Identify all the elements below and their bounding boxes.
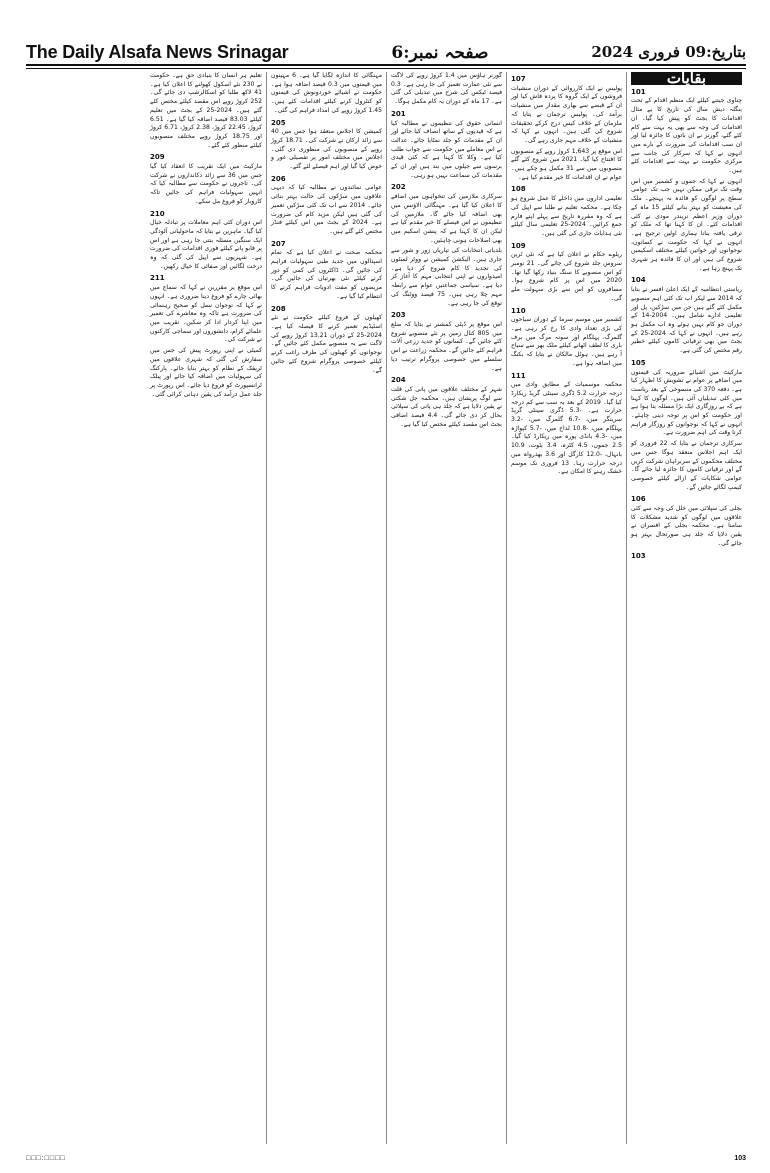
column-3 xyxy=(386,72,506,1144)
article-paragraph: کھیلوں کے فروغ کیلئے حکومت نے نئے اسٹیڈیم تعمیر کرنے کا فیصلہ کیا ہے۔ 2024-25 کے دوران 13.21 کروڑ روپے کی لاگت سے یہ منصوبے مکمل کئے جائیں گے۔ نوجوانوں کو کھیلوں کی طرف راغب کرنے کیلئے خصوصی پروگرام شروع کئے جائیں گے۔ xyxy=(271,314,382,374)
article-number: 207 xyxy=(271,239,286,248)
newspaper-masthead: The Daily Alsafa News Srinagar xyxy=(26,41,289,62)
column-2 xyxy=(506,72,626,1144)
article-number: 111 xyxy=(511,371,526,380)
footer-code: □□□:□□□□ xyxy=(26,1154,66,1162)
column-1-body xyxy=(631,88,742,561)
article-number: 204 xyxy=(391,376,406,385)
article-number: 103 xyxy=(631,551,646,560)
article-paragraph: سرکاری ملازمین کی تنخواہوں میں اضافے کا اعلان کیا گیا ہے۔ مہنگائی الاؤنس میں بھی اضافہ کیا جائے گا۔ ملازمین کی تنظیموں نے اس فیصلے کا خیر مقدم کیا ہے لیکن ان کا کہنا ہے کہ پنشن اسکیم میں بھی اصلاحات ہونی چاہئیں۔ xyxy=(391,193,502,244)
article-number: 205 xyxy=(271,118,286,127)
article-number: 202 xyxy=(391,183,406,192)
article-paragraph: سرکاری ترجمان نے بتایا کہ 22 فروری کو ایک اہم اجلاس منعقد ہوگا جس میں مختلف محکموں کے سربراہان شرکت کریں گے اور ترقیاتی کاموں کا جائزہ لیا جائے گا۔ عوامی شکایات کے ازالے کیلئے خصوصی کیمپ لگائے جائیں گے۔ xyxy=(631,440,742,491)
page-footer xyxy=(26,1150,746,1166)
column-1 xyxy=(626,72,746,1144)
article-number: 106 xyxy=(631,495,646,504)
article-columns xyxy=(26,72,746,1144)
article-paragraph: مہنگائی کا اندازہ لگایا گیا ہے۔ 6 مہینوں میں قیمتوں میں 0.3 فیصد اضافہ ہوا ہے۔ حکومت نے اشیائے خوردونوش کی قیمتوں کو کنٹرول کرنے کیلئے اقدامات کئے ہیں۔ 1.45 کروڑ روپے کی امداد فراہم کی گئی۔ xyxy=(271,72,382,114)
article-paragraph: محکمہ صحت نے اعلان کیا ہے کہ تمام اسپتالوں میں جدید طبی سہولیات فراہم کی جائیں گی۔ ڈاکٹروں کی کمی کو دور کرنے کیلئے نئی بھرتیاں کی جائیں گی۔ مریضوں کو مفت ادویات فراہم کرنے کا انتظام کیا گیا ہے۔ xyxy=(271,249,382,300)
article-paragraph: گورنر ہاؤس میں 1.4 کروڑ روپے کی لاگت سے نئی عمارت تعمیر کی جا رہی ہے۔ 0.3 فیصد ٹیکس کی شرح میں تبدیلی کی گئی ہے۔ 17 ماہ کے دوران یہ کام مکمل ہوگا۔ xyxy=(391,72,502,106)
article-number: 109 xyxy=(511,241,526,250)
article-number: 208 xyxy=(271,304,286,313)
article-paragraph: کمیٹی نے اپنی رپورٹ پیش کی جس میں سفارش کی گئی کہ شہری علاقوں میں ٹریفک کے نظام کو بہتر بنایا جائے۔ پارکنگ کی سہولیات میں اضافہ کیا جائے اور پبلک ٹرانسپورٹ کو فروغ دیا جائے۔ اس رپورٹ پر جلد عمل درآمد کی یقین دہانی کرائی گئی۔ xyxy=(150,347,262,398)
article-paragraph: بجلی کی سپلائی میں خلل کی وجہ سے کئی علاقوں میں لوگوں کو شدید مشکلات کا سامنا ہے۔ محکمہ بجلی کے افسران نے یقین دلایا کہ جلد ہی صورتحال بہتر ہو جائے گی۔ xyxy=(631,505,742,547)
article-paragraph: انہوں نے کہا کہ جموں و کشمیر میں اس وقت تک ترقی ممکن نہیں جب تک عوامی سطح پر لوگوں کو فائدہ نہ پہنچے۔ ملک کی معیشت کو بہتر بنانے کیلئے 15 ماہ کے دوران وزیر اعظم نریندر مودی نے کئی اقدامات کئے۔ ان کا کہنا تھا کہ ملک کو ترقی یافتہ بنانا ہماری اولین ترجیح ہے۔ انہوں نے کہا کہ حکومت نے کسانوں، نوجوانوں اور خواتین کیلئے مختلف اسکیمیں شروع کی ہیں اور ان کا فائدہ ہر شہری تک پہنچ رہا ہے۔ xyxy=(631,177,742,272)
issue-date: بتاریخ:09 فروری 2024 xyxy=(591,43,746,61)
article-paragraph: کمیشن کا اجلاس منعقد ہوا جس میں 40 سے زائد ارکان نے شرکت کی۔ 18.71 کروڑ روپے کے منصوبوں کی منظوری دی گئی۔ اجلاس میں مختلف امور پر تفصیلی غور و خوض کیا گیا اور اہم فیصلے لئے گئے۔ xyxy=(271,128,382,171)
article-paragraph: اس موقع پر ڈپٹی کمشنر نے بتایا کہ ضلع میں 805 کنال زمین پر نئے منصوبے شروع کئے جائیں گے۔ کسانوں کو جدید زرعی آلات فراہم کئے جائیں گے۔ محکمہ زراعت نے اس سلسلے میں خصوصی پروگرام ترتیب دیا ہے۔ xyxy=(391,320,503,372)
article-paragraph: تعلیمی اداروں میں داخلے کا عمل شروع ہو چکا ہے۔ محکمہ تعلیم نے طلبا سے اپیل کی ہے کہ وہ مقررہ تاریخ سے پہلے اپنے فارم جمع کرائیں۔ 2024-25 تعلیمی سال کیلئے نئی ہدایات جاری کی گئی ہیں۔ xyxy=(511,195,623,237)
article-paragraph: عوامی نمائندوں نے مطالبہ کیا کہ دیہی علاقوں میں سڑکوں کی حالت بہتر بنائی جائے۔ 2014 سے اب تک کئی سڑکیں تعمیر کی گئی ہیں لیکن مزید کام کی ضرورت ہے۔ 2024 کے بجٹ میں اس کیلئے فنڈز مختص کئے گئے ہیں۔ xyxy=(271,184,382,235)
article-paragraph: اس دوران کئی اہم معاملات پر تبادلہ خیال کیا گیا۔ ماہرین نے بتایا کہ ماحولیاتی آلودگی ایک سنگین مسئلہ بنتی جا رہی ہے اور اس پر قابو پانے کیلئے فوری اقدامات کی ضرورت ہے۔ شہریوں سے اپیل کی گئی کہ وہ درخت لگائیں اور صفائی کا خیال رکھیں۔ xyxy=(150,219,262,270)
header-rule xyxy=(26,68,746,69)
article-number: 209 xyxy=(150,153,165,162)
column-4 xyxy=(266,72,386,1144)
article-paragraph: بلدیاتی انتخابات کی تیاریاں زور و شور سے جاری ہیں۔ الیکشن کمیشن نے ووٹر لسٹوں کی تجدید کا کام شروع کر دیا ہے۔ امیدواروں نے اپنی انتخابی مہم کا آغاز کر دیا ہے۔ سیاسی جماعتیں عوام سے رابطہ مہم چلا رہی ہیں۔ 75 فیصد ووٹنگ کی توقع کی جا رہی ہے۔ xyxy=(391,247,502,307)
article-paragraph: مارکیٹ میں ایک تقریب کا انعقاد کیا گیا جس میں 36 سے زائد دکانداروں نے شرکت کی۔ تاجروں نے حکومت سے مطالبہ کیا کہ انہیں سہولیات فراہم کی جائیں تاکہ کاروبار کو فروغ مل سکے۔ xyxy=(150,163,262,205)
article-paragraph: محکمہ موسمیات کے مطابق وادی میں درجہ حرارت 5.2 ڈگری سینٹی گریڈ ریکارڈ کیا گیا۔ 2019 کے بعد یہ سب سے کم درجہ حرارت ہے۔ -5.3 ڈگری سینٹی گریڈ سرینگر میں، -6.7 گلمرگ میں، -3.2 پہلگام میں، -10.8 لداخ میں، -5.7 کپواڑہ میں، -4.3 بانڈی پورہ میں ریکارڈ کیا گیا۔ 2.5 جموں، 4.5 کٹرہ، 3.4 بٹوت، 10.9 بانہال، -12.0 کارگل اور 3.6 بھدرواہ میں درجہ حرارت رہا۔ 13 فروری تک موسم خشک رہنے کا امکان ہے۔ xyxy=(511,381,623,476)
article-paragraph: چناوی جیتنے کیلئے ایک منظم اقدام کے تحت بنگلہ دیش سال کی تاریخ کا بے مثال اقدامات کا بجٹ کو پیش کیا گیا۔ ان اقدامات کی وجہ سے بھی یہ بہت سے کام کئے گئے، گورنر نے ان باتوں کا جائزہ لیا اور ان سب اقدامات کی ضرورت کے بارے میں انہوں نے کہا کہ سرکار کی جانب سے مرکزی حکومت نے بہت سے اقدامات کئے ہیں۔ xyxy=(631,97,742,175)
article-number: 210 xyxy=(150,209,165,218)
column-5 xyxy=(146,72,266,1144)
article-number: 201 xyxy=(391,109,406,118)
page-number: صفحہ نمبر:6 xyxy=(391,42,489,63)
article-paragraph: ریاستی انتظامیہ کے ایک اعلیٰ افسر نے بتایا کہ 2014 سے لیکر اب تک کئی اہم منصوبے مکمل کئے گئے ہیں جن میں سڑکیں، پل اور تعلیمی ادارے شامل ہیں۔ 2004-14 کے دوران جو کام نہیں ہوئے وہ اب مکمل ہو رہے ہیں۔ انہوں نے کہا کہ 2024-25 کے بجٹ میں بھی ترقیاتی کاموں کیلئے خطیر رقم مختص کی گئی ہے۔ xyxy=(631,286,742,355)
footer-page-ref: 103 xyxy=(734,1154,746,1162)
section-title: بقایات xyxy=(631,72,742,85)
article-number: 107 xyxy=(511,75,526,83)
article-number: 211 xyxy=(150,274,165,283)
article-number: 104 xyxy=(631,276,646,285)
article-paragraph: کشمیر میں موسم سرما کے دوران سیاحوں کی بڑی تعداد وادی کا رخ کر رہی ہے۔ گلمرگ، پہلگام اور سونہ مرگ میں برف باری کا لطف اٹھانے کیلئے ملک بھر سے سیاح آ رہے ہیں۔ ہوٹل مالکان نے بتایا کہ بکنگ میں اضافہ ہوا ہے۔ xyxy=(511,316,622,367)
article-paragraph: پولیس نے ایک کارروائی کے دوران منشیات فروشوں کے ایک گروہ کا پردہ فاش کیا اور ان کے قبضے سے بھاری مقدار میں منشیات برآمد کی۔ پولیس ترجمان نے بتایا کہ ملزمان کے خلاف کیس درج کرکے تحقیقات شروع کی گئی ہیں۔ انہوں نے کہا کہ منشیات کے خلاف مہم جاری رہے گی۔ xyxy=(511,84,622,144)
article-paragraph: تعلیم ہر انسان کا بنیادی حق ہے۔ حکومت نے 230 نئے اسکول کھولنے کا اعلان کیا ہے۔ 41 لاکھ طلبا کو اسکالرشپ دی جائے گی۔ 252 کروڑ روپے اس مقصد کیلئے مختص کئے گئے ہیں۔ 2024-25 کے بجٹ میں تعلیم کیلئے 83.03 فیصد اضافہ کیا گیا ہے۔ 6.51 کروڑ، 22.45 کروڑ، 2.38 کروڑ، 6.71 کروڑ اور 18.75 کروڑ روپے مختلف منصوبوں کیلئے منظور کئے گئے۔ xyxy=(150,72,263,149)
article-paragraph: انسانی حقوق کی تنظیموں نے مطالبہ کیا ہے کہ قیدیوں کے ساتھ انصاف کیا جائے اور ان کے مقدمات کو جلد نمٹایا جائے۔ عدالت نے اس معاملے میں حکومت سے جواب طلب کیا ہے۔ وکلا کا کہنا ہے کہ کئی قیدی برسوں سے جیلوں میں بند ہیں اور ان کے مقدمات کی سماعت نہیں ہو رہی۔ xyxy=(391,119,502,179)
article-number: 203 xyxy=(391,311,406,320)
article-number: 108 xyxy=(511,185,526,194)
article-number: 105 xyxy=(631,358,646,367)
article-number: 110 xyxy=(511,306,526,315)
page-header xyxy=(26,40,746,66)
article-paragraph: مارکیٹ میں اشیائے ضروریہ کی قیمتوں میں اضافے پر عوام نے تشویش کا اظہار کیا ہے۔ دفعہ 370 کی منسوخی کے بعد ریاست میں کئی تبدیلیاں آئی ہیں۔ لوگوں کا کہنا ہے کہ بے روزگاری ایک بڑا مسئلہ بنا ہوا ہے اور حکومت کو اس پر توجہ دینی چاہئے۔ انہوں نے کہا کہ نوجوانوں کو روزگار فراہم کرنا وقت کی اہم ضرورت ہے۔ xyxy=(631,368,742,437)
article-paragraph: اس موقع پر مقررین نے کہا کہ سماج میں بھائی چارے کو فروغ دینا ضروری ہے۔ انہوں نے کہا کہ نوجوان نسل کو صحیح رہنمائی کی ضرورت ہے تاکہ وہ معاشرے کی تعمیر میں اپنا کردار ادا کر سکیں۔ تقریب میں علمائے کرام، دانشوروں اور سماجی کارکنوں نے شرکت کی۔ xyxy=(150,284,262,344)
article-paragraph: ریلوے حکام نے اعلان کیا ہے کہ نئی ٹرین سروس جلد شروع کی جائے گی۔ 21 نومبر کو اس منصوبے کا سنگ بنیاد رکھا گیا تھا۔ 2020 میں اس پر کام شروع ہوا۔ مسافروں کو اس سے بڑی سہولت ملے گی۔ xyxy=(511,251,622,302)
article-paragraph: اس موقع پر 1,643 کروڑ روپے کے منصوبوں کا افتتاح کیا گیا۔ 2021 میں شروع کئے گئے منصوبوں میں سے 31 مکمل ہو چکے ہیں۔ عوام نے ان اقدامات کا خیر مقدم کیا ہے۔ xyxy=(511,147,622,181)
article-number: 206 xyxy=(271,174,286,183)
article-paragraph: شہر کے مختلف علاقوں میں پانی کی قلت سے لوگ پریشان ہیں۔ محکمہ جل شکتی نے یقین دلایا ہے کہ جلد ہی پانی کی سپلائی بحال کر دی جائے گی۔ 4.4 فیصد اضافی بجٹ اس مقصد کیلئے مختص کیا گیا ہے۔ xyxy=(391,385,502,428)
article-number: 101 xyxy=(631,87,646,96)
